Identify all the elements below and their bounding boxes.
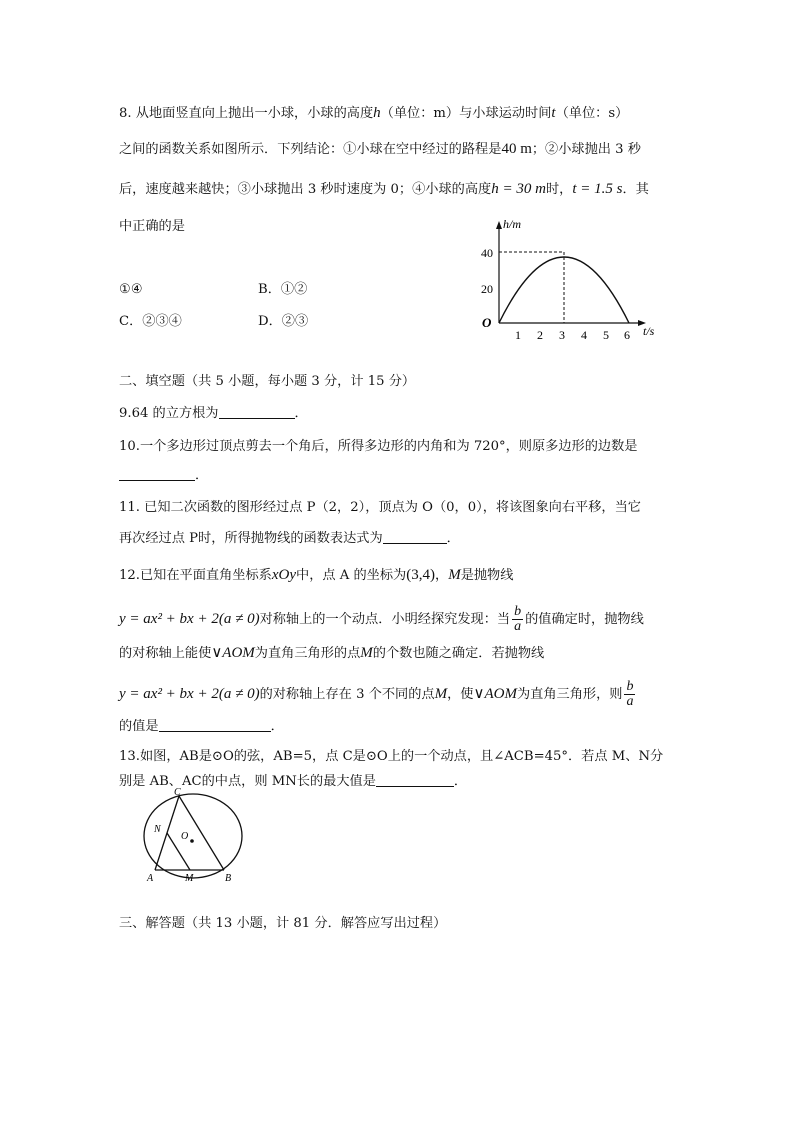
parabola-formula: y = ax² + bx + 2(a ≠ 0) xyxy=(119,611,260,627)
q11-line-2: 再次经过点 P时，所得抛物线的函数表达式为 ． xyxy=(119,531,460,546)
q12-line-5: 的值是 ． xyxy=(119,719,284,734)
label-a: A xyxy=(147,873,154,884)
section-3-heading: 三、解答题（共 13 小题，计 81 分．解答应写出过程） xyxy=(119,916,447,931)
origin-label: O xyxy=(482,315,492,330)
q8-option-c[interactable]: C．②③④ xyxy=(119,314,182,329)
label-c: C xyxy=(174,787,181,798)
q8-line-4: 中正确的是 xyxy=(119,219,185,234)
q8-line-3: 后，速度越来越快；③小球抛出 3 秒时速度为 0；④小球的高度h = 30 m时，t = 1.5 s．其 xyxy=(119,181,649,197)
y-tick-40: 40 xyxy=(481,246,493,260)
x-tick-6: 6 xyxy=(624,328,630,342)
q9: 9.64 的立方根为 ． xyxy=(119,406,308,421)
var-h: h xyxy=(373,105,381,121)
q12-line-4: y = ax² + bx + 2(a ≠ 0)的对称轴上存在 3 个不同的点M，使∨AOM为直角三角形，则 $\frac{b}{a}$ xyxy=(119,679,634,709)
q13-line-1: 13.如图，AB是⊙O的弦，AB=5，点 C是⊙O上的一个动点，且∠ACB=45°．若点 M、N分 xyxy=(119,749,664,764)
center-dot xyxy=(190,839,194,843)
circle-figure xyxy=(140,786,250,886)
q11-answer-blank[interactable] xyxy=(383,529,447,544)
x-axis-label: t/s xyxy=(643,324,655,338)
q8-line-1: 8. 从地面竖直向上抛出一小球，小球的高度h（单位：m）与小球运动时间t（单位：s） xyxy=(119,105,629,121)
q12-line-1: 12.已知在平面直角坐标系xOy中，点 A 的坐标为(3,4)，M是抛物线 xyxy=(119,567,514,583)
q12-answer-blank[interactable] xyxy=(159,717,271,732)
fraction-b-over-a-2: $\frac{b}{a}$ xyxy=(626,679,634,709)
q9-answer-blank[interactable] xyxy=(219,404,295,419)
q13-line-2: 别是 AB、AC的中点，则 MN长的最大值是 ． xyxy=(119,774,468,789)
section-2-heading: 二、填空题（共 5 小题，每小题 3 分，计 15 分） xyxy=(119,374,416,389)
var-t: t xyxy=(551,105,556,121)
x-tick-4: 4 xyxy=(581,328,587,342)
label-m: M xyxy=(185,873,194,884)
y-axis-arrow xyxy=(496,221,502,229)
q13-answer-blank[interactable] xyxy=(376,772,454,787)
q10-line-2: ． xyxy=(119,466,208,485)
y-axis-label: h/m xyxy=(503,217,521,231)
q8-line-2: 之间的函数关系如图所示．下列结论：①小球在空中经过的路程是40 m；②小球抛出 3 秒 xyxy=(119,141,641,157)
height-time-graph xyxy=(470,215,670,345)
fraction-b-over-a: $\frac{b}{a}$ xyxy=(514,604,522,634)
q8-option-a[interactable]: ①④ xyxy=(119,282,143,297)
q10-answer-blank[interactable] xyxy=(119,466,195,481)
label-b: B xyxy=(225,873,232,884)
circle-o xyxy=(144,794,242,878)
label-n: N xyxy=(154,824,161,835)
x-tick-1: 1 xyxy=(515,328,521,342)
q11-line-1: 11. 已知二次函数的图形经过点 P（2，2），顶点为 O（0，0），将该图象向右平移，当它 xyxy=(119,500,641,515)
x-tick-2: 2 xyxy=(537,328,543,342)
q12-line-3: 的对称轴上能使∨AOM为直角三角形的点M的个数也随之确定．若抛物线 xyxy=(119,645,545,661)
q8-option-b[interactable]: B．①② xyxy=(258,282,308,297)
q10-line-1: 10.一个多边形过顶点剪去一个角后，所得多边形的内角和为 720°，则原多边形的边数是 xyxy=(119,439,638,454)
y-tick-20: 20 xyxy=(481,282,493,296)
q12-line-2: y = ax² + bx + 2(a ≠ 0)对称轴上的一个动点．小明经探究发现：当 $\frac{b}{a}$ 的值确定时，抛物线 xyxy=(119,604,644,634)
x-tick-5: 5 xyxy=(603,328,609,342)
label-o: O xyxy=(181,831,189,842)
q8-option-d[interactable]: D．②③ xyxy=(258,314,309,329)
x-tick-3: 3 xyxy=(559,328,565,342)
